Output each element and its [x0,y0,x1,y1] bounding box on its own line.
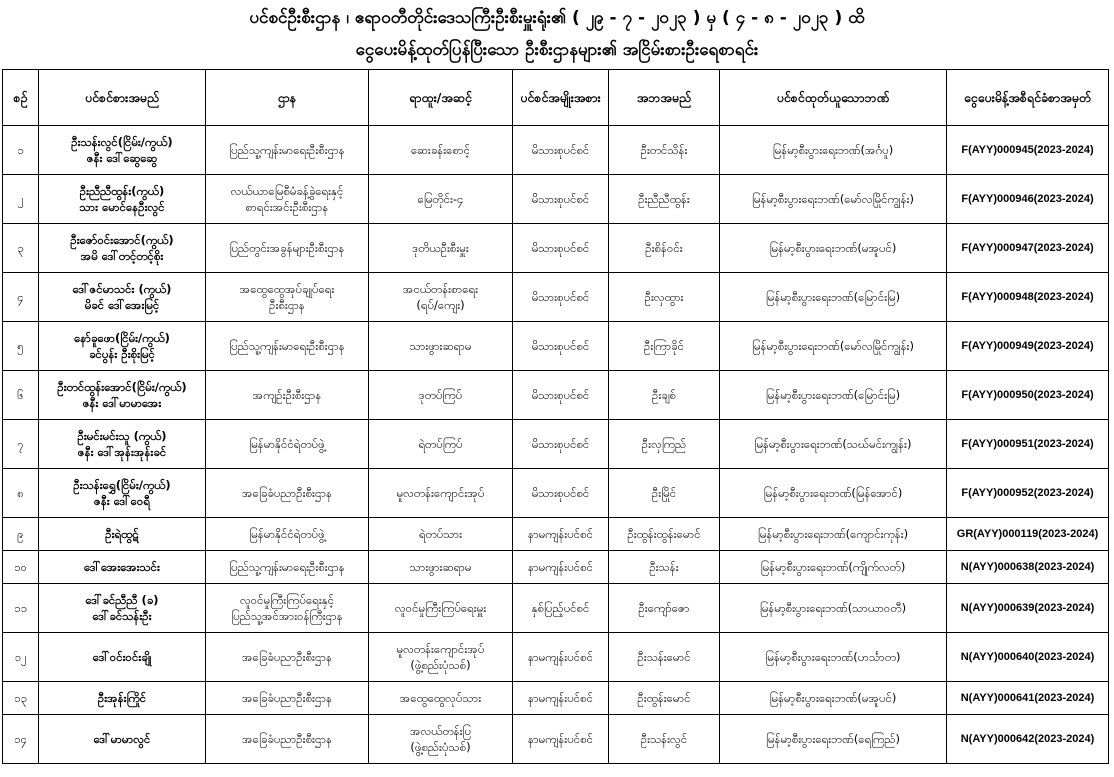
row-number-cell: ၁၁ [3,584,39,633]
department-cell-line: လယ်ယာမြေစီမံခန့်ခွဲရေးနှင့် [230,184,344,198]
bank-cell: မြန်မာ့စီးပွားရေးဘဏ်(မအူပင်) [720,682,947,715]
license-number-cell: F(AYY)000947(2023-2024) [947,224,1109,273]
pensioner-name-cell [39,633,206,682]
pensioner-name-cell-line: အမိ ဒေါ်တင့်တင့်စိုး [80,249,164,263]
pensioner-name-cell-line: ဒေါ်မာမာလွင် [93,732,151,746]
license-number-cell: F(AYY)000951(2023-2024) [947,420,1109,469]
department-cell-line: ဦးစီးဌာန [269,298,305,312]
pensioner-name-cell [39,322,206,371]
department-cell [206,633,369,682]
rank-cell [369,273,513,322]
pensioner-name-cell-line: ဦးဇော်ဝင်းအောင်(ကွယ်) [70,233,174,247]
father-name-cell: ဦးချစ် [609,371,720,420]
pensioner-name-cell-line: ဇနီး ဒေါ်မာမာအေး [82,396,162,410]
license-number-cell: F(AYY)000948(2023-2024) [947,273,1109,322]
pensioner-name-cell [39,126,206,175]
bank-cell: မြန်မာ့စီးပွားရေးဘဏ်(ကျိုက်လတ်) [720,551,947,584]
license-number-cell: F(AYY)000950(2023-2024) [947,371,1109,420]
pension-type-cell: နာမကျန်းပင်စင် [513,518,609,551]
rank-cell-line: သားဖွားဆရာမ [409,339,472,353]
bank-cell: မြန်မာ့စီးပွားရေးဘဏ်(မအူပင်) [720,224,947,273]
bank-cell: မြန်မာ့စီးပွားရေးဘဏ်(ရေကြည်) [720,715,947,764]
department-cell-line: မြန်မာနိုင်ငံရဲတပ်ဖွဲ့ [249,527,325,541]
table-row [3,682,1109,715]
table-row [3,518,1109,551]
rank-cell-line: သားဖွားဆရာမ [409,560,472,574]
pensioner-name-cell [39,518,206,551]
document-subtitle: ငွေပေးမိန့်ထုတ်ပြန်ပြီးသော ဦးစီးဌာနများ၏ အငြိမ်းစားဦးရေစာရင်း [355,40,759,60]
pensioner-name-cell [39,682,206,715]
pension-table [2,69,1109,764]
license-number-cell: N(AYY)000640(2023-2024) [947,633,1109,682]
row-number-cell: ၁ [3,126,39,175]
column-header: ပင်စင်အမျိုးအစား [513,70,609,126]
rank-cell-line: (ဖွဲ့စည်းပုံသစ်) [410,658,471,672]
pensioner-name-cell-line: ဒေါ်ဝင်းဝင်းချို [92,650,152,664]
pension-type-cell: မိသားစုပင်စင် [513,322,609,371]
pensioner-name-cell-line: ဒေါ်ခင်ညီညီ (ခ) [85,593,159,607]
department-cell [206,682,369,715]
table-row [3,715,1109,764]
department-cell-line: မြန်မာနိုင်ငံရဲတပ်ဖွဲ့ [249,437,325,451]
department-cell [206,518,369,551]
pensioner-name-cell-line: ဇနီး ဒေါ်ဆွေဆွေ [86,151,158,165]
column-header: ပင်စင်ထုတ်ယူသောဘဏ် [720,70,947,126]
table-row [3,584,1109,633]
pension-type-cell: နာမကျန်းပင်စင် [513,551,609,584]
rank-cell [369,469,513,518]
rank-cell [369,371,513,420]
rank-cell-line: အလယ်တန်းပြ [409,724,472,738]
table-row [3,371,1109,420]
bank-cell: မြန်မာ့စီးပွားရေးဘဏ်(သဃ်မင်းကျွန်း) [720,420,947,469]
pensioner-name-cell [39,420,206,469]
department-cell [206,322,369,371]
father-name-cell: ဦးသန်းလွင် [609,715,720,764]
license-number-cell: GR(AYY)000119(2023-2024) [947,518,1109,551]
pension-type-cell: နာမကျန်းပင်စင် [513,682,609,715]
document-title: ပင်စင်ဦးစီးဌာန ၊ ဧရာဝတီတိုင်းဒေသကြီးဦးစီးမှူးရုံး၏ ( ၂၉ - ၇ - ၂၀၂၃ ) မှ ( ၄ - ၈ - ၂၀၂၃ ) ထိ [249,8,865,28]
license-number-cell: F(AYY)000945(2023-2024) [947,126,1109,175]
row-number-cell: ၃ [3,224,39,273]
row-number-cell: ၂ [3,175,39,224]
bank-cell: မြန်မာ့စီးပွားရေးဘဏ်(ဟင်္သာတ) [720,633,947,682]
table-row [3,633,1109,682]
license-number-cell: N(AYY)000641(2023-2024) [947,682,1109,715]
pension-type-cell: မိသားစုပင်စင် [513,371,609,420]
rank-cell [369,420,513,469]
department-cell [206,551,369,584]
department-cell [206,273,369,322]
table-row [3,551,1109,584]
pension-type-cell: မိသားစုပင်စင် [513,273,609,322]
rank-cell-line: မူလတန်းကျောင်းအုပ် [396,486,485,500]
column-header: စဉ် [3,70,39,126]
rank-cell-line: ဒုတပ်ကြပ် [418,388,463,402]
license-number-cell: N(AYY)000642(2023-2024) [947,715,1109,764]
pension-type-cell: နာမကျန်းပင်စင် [513,715,609,764]
pensioner-name-cell [39,224,206,273]
row-number-cell: ၅ [3,322,39,371]
pensioner-name-cell-line: ဦးသန်းလွင်(ငြိမ်း/ကွယ်) [71,135,173,149]
row-number-cell: ၁၂ [3,633,39,682]
bank-cell: မြန်မာ့စီးပွားရေးဘဏ်(မြန်အောင်) [720,469,947,518]
rank-cell-line: လူဝင်မှုကြီးကြပ်ရေးမှူး [394,601,487,615]
father-name-cell: ဦးတင်သိန်း [609,126,720,175]
rank-cell-line: (ရပ်/ကျေး) [416,298,465,312]
pension-type-cell: မိသားစုပင်စင် [513,469,609,518]
father-name-cell: ဦးလှကြည် [609,420,720,469]
pensioner-name-cell-line: ဇနီး ဒေါ်ဝေရီ [93,494,150,508]
row-number-cell: ၄ [3,273,39,322]
father-name-cell: ဦးသန်း [609,551,720,584]
department-cell [206,175,369,224]
rank-cell-line: (ဖွဲ့စည်းပုံသစ်) [410,740,471,754]
row-number-cell: ၉ [3,518,39,551]
department-cell-line: ပြည်သူ့ကျန်းမာရေးဦးစီးဌာန [229,143,345,157]
pensioner-name-cell-line: ဦးညီညီထွန်း(ကွယ်) [79,184,165,198]
pensioner-name-cell-line: ဇနီး ဒေါ်အုန်းအုန်းခင် [77,445,167,459]
bank-cell: မြန်မာ့စီးပွားရေးဘဏ်(မြောင်းမြ) [720,371,947,420]
department-cell-line: ပြည်သူ့ကျန်းမာရေးဦးစီးဌာန [229,339,345,353]
pensioner-name-cell-line: သား မောင်နေဦးလွင် [79,200,165,214]
father-name-cell: ဦးကြာခိုင် [609,322,720,371]
table-row [3,126,1109,175]
column-header: ပင်စင်စားအမည် [39,70,206,126]
department-cell-line: ပြည်သူ့ကျန်းမာရေးဦးစီးဌာန [229,560,345,574]
pensioner-name-cell-line: ဦးမင်းမင်းသူ (ကွယ်) [77,429,167,443]
pensioner-name-cell-line: ဒေါ်ဇင်မာသင်း (ကွယ်) [72,282,172,296]
table-row [3,322,1109,371]
row-number-cell: ၇ [3,420,39,469]
table-row [3,224,1109,273]
rank-cell-line: မြေတိုင်း-၄ [417,192,464,206]
father-name-cell: ဦးမြိုင် [609,469,720,518]
father-name-cell: ဦးညီညီထွန်း [609,175,720,224]
row-number-cell: ၈ [3,469,39,518]
license-number-cell: F(AYY)000946(2023-2024) [947,175,1109,224]
department-cell [206,126,369,175]
pensioner-name-cell [39,371,206,420]
rank-cell-line: မူလတန်းကျောင်းအုပ် [396,642,485,656]
pensioner-name-cell-line: ဦးအုန်းကြိုင် [97,691,147,705]
column-header: ငွေပေးမိန့်အစီရင်ခံစာအမှတ် [947,70,1109,126]
row-number-cell: ၁၀ [3,551,39,584]
department-cell-line: လူဝင်မှုကြီးကြပ်ရေးနှင့် [239,593,335,607]
department-cell-line: စာရင်းအင်းဦးစီးဌာန [245,200,329,214]
pensioner-name-cell [39,273,206,322]
column-header: အဘအမည် [609,70,720,126]
rank-cell [369,175,513,224]
department-cell-line: ပြည်သူ့အင်အားဝန်ကြီးဌာန [231,609,343,623]
rank-cell [369,322,513,371]
rank-cell-line: ရဲတပ်ကြပ် [418,437,463,451]
department-cell-line: အခြေခံပညာဦးစီးဌာန [241,732,333,746]
license-number-cell: N(AYY)000639(2023-2024) [947,584,1109,633]
pension-type-cell: နာမကျန်းပင်စင် [513,633,609,682]
bank-cell: မြန်မာ့စီးပွားရေးဘဏ်(ကျောင်းကုန်း) [720,518,947,551]
department-cell [206,371,369,420]
license-number-cell: F(AYY)000949(2023-2024) [947,322,1109,371]
department-cell-line: အခြေခံပညာဦးစီးဌာန [241,650,333,664]
rank-cell [369,126,513,175]
department-cell-line: ပြည်တွင်းအခွန်များဦးစီးဌာန [229,241,345,255]
department-cell [206,469,369,518]
pensioner-name-cell [39,175,206,224]
rank-cell [369,518,513,551]
father-name-cell: ဦးကျော်ဇော [609,584,720,633]
table-row [3,420,1109,469]
father-name-cell: ဦးလှထွား [609,273,720,322]
pensioner-name-cell-line: ဒေါ်ခင်သန်းဦး [92,609,152,623]
pensioner-name-cell-line: မိခင် ဒေါ်အေးမြင့် [84,298,160,312]
column-header: ရာထူး/အဆင့် [369,70,513,126]
bank-cell: မြန်မာ့စီးပွားရေးဘဏ်(အင်္ဂပူ) [720,126,947,175]
rank-cell [369,551,513,584]
rank-cell [369,584,513,633]
pensioner-name-cell-line: ဒေါ်အေးအေးသင်း [84,560,160,574]
pensioner-name-cell [39,584,206,633]
bank-cell: မြန်မာ့စီးပွားရေးဘဏ်(မော်လမြိုင်ကျွန်း) [720,322,947,371]
rank-cell [369,224,513,273]
pension-type-cell: မိသားစုပင်စင် [513,126,609,175]
father-name-cell: ဦးစိန်ဝင်း [609,224,720,273]
row-number-cell: ၆ [3,371,39,420]
pension-type-cell: နှစ်ပြည့်ပင်စင် [513,584,609,633]
rank-cell-line: ဆေးခန်းစောင့် [411,143,470,157]
license-number-cell: N(AYY)000638(2023-2024) [947,551,1109,584]
department-cell [206,420,369,469]
table-row [3,469,1109,518]
department-cell-line: အထွေထွေအုပ်ချုပ်ရေး [239,282,335,296]
bank-cell: မြန်မာ့စီးပွားရေးဘဏ်(မြောင်းမြ) [720,273,947,322]
father-name-cell: ဦးထွန်းမောင် [609,682,720,715]
father-name-cell: ဦးသန်းမောင် [609,633,720,682]
rank-cell-line: အထွေထွေလုပ်သား [399,691,482,705]
pension-type-cell: မိသားစုပင်စင် [513,175,609,224]
department-cell-line: အကျဉ်းဦးစီးဌာန [252,388,322,402]
department-cell [206,584,369,633]
department-cell-line: အခြေခံပညာဦးစီးဌာန [241,691,333,705]
father-name-cell: ဦးထွန်းထွန်းမောင် [609,518,720,551]
rank-cell-line: ရဲတပ်သား [418,527,463,541]
bank-cell: မြန်မာ့စီးပွားရေးဘဏ်(သာယာဝတီ) [720,584,947,633]
pensioner-name-cell-line: ခင်ပွန်း ဦးစိုးမြင့် [89,347,155,361]
pensioner-name-cell [39,469,206,518]
table-row [3,175,1109,224]
rank-cell-line: ဒုတိယဦးစီးမှူး [412,241,469,255]
pension-type-cell: မိသားစုပင်စင် [513,420,609,469]
pensioner-name-cell-line: ဦးတင်ထွန်းအောင်(ငြိမ်း/ကွယ်) [57,380,187,394]
table-body [3,126,1109,764]
department-cell-line: အခြေခံပညာဦးစီးဌာန [241,486,333,500]
pension-type-cell: မိသားစုပင်စင် [513,224,609,273]
department-cell [206,224,369,273]
table-header-row [3,70,1109,126]
pensioner-name-cell-line: ဦးသန်းရွှေ(ငြိမ်း/ကွယ်) [73,478,171,492]
row-number-cell: ၁၃ [3,682,39,715]
pensioner-name-cell-line: နော်ခူဖော(ငြိမ်း/ကွယ်) [74,331,170,345]
pensioner-name-cell-line: ဦးရဲထွဋ် [105,527,139,541]
department-cell [206,715,369,764]
rank-cell [369,633,513,682]
table-row [3,273,1109,322]
rank-cell [369,715,513,764]
pensioner-name-cell [39,715,206,764]
license-number-cell: F(AYY)000952(2023-2024) [947,469,1109,518]
pensioner-name-cell [39,551,206,584]
row-number-cell: ၁၄ [3,715,39,764]
bank-cell: မြန်မာ့စီးပွားရေးဘဏ်(မော်လမြိုင်ကျွန်း) [720,175,947,224]
rank-cell [369,682,513,715]
rank-cell-line: အငယ်တန်းစာရေး [402,282,479,296]
column-header: ဌာန [206,70,369,126]
